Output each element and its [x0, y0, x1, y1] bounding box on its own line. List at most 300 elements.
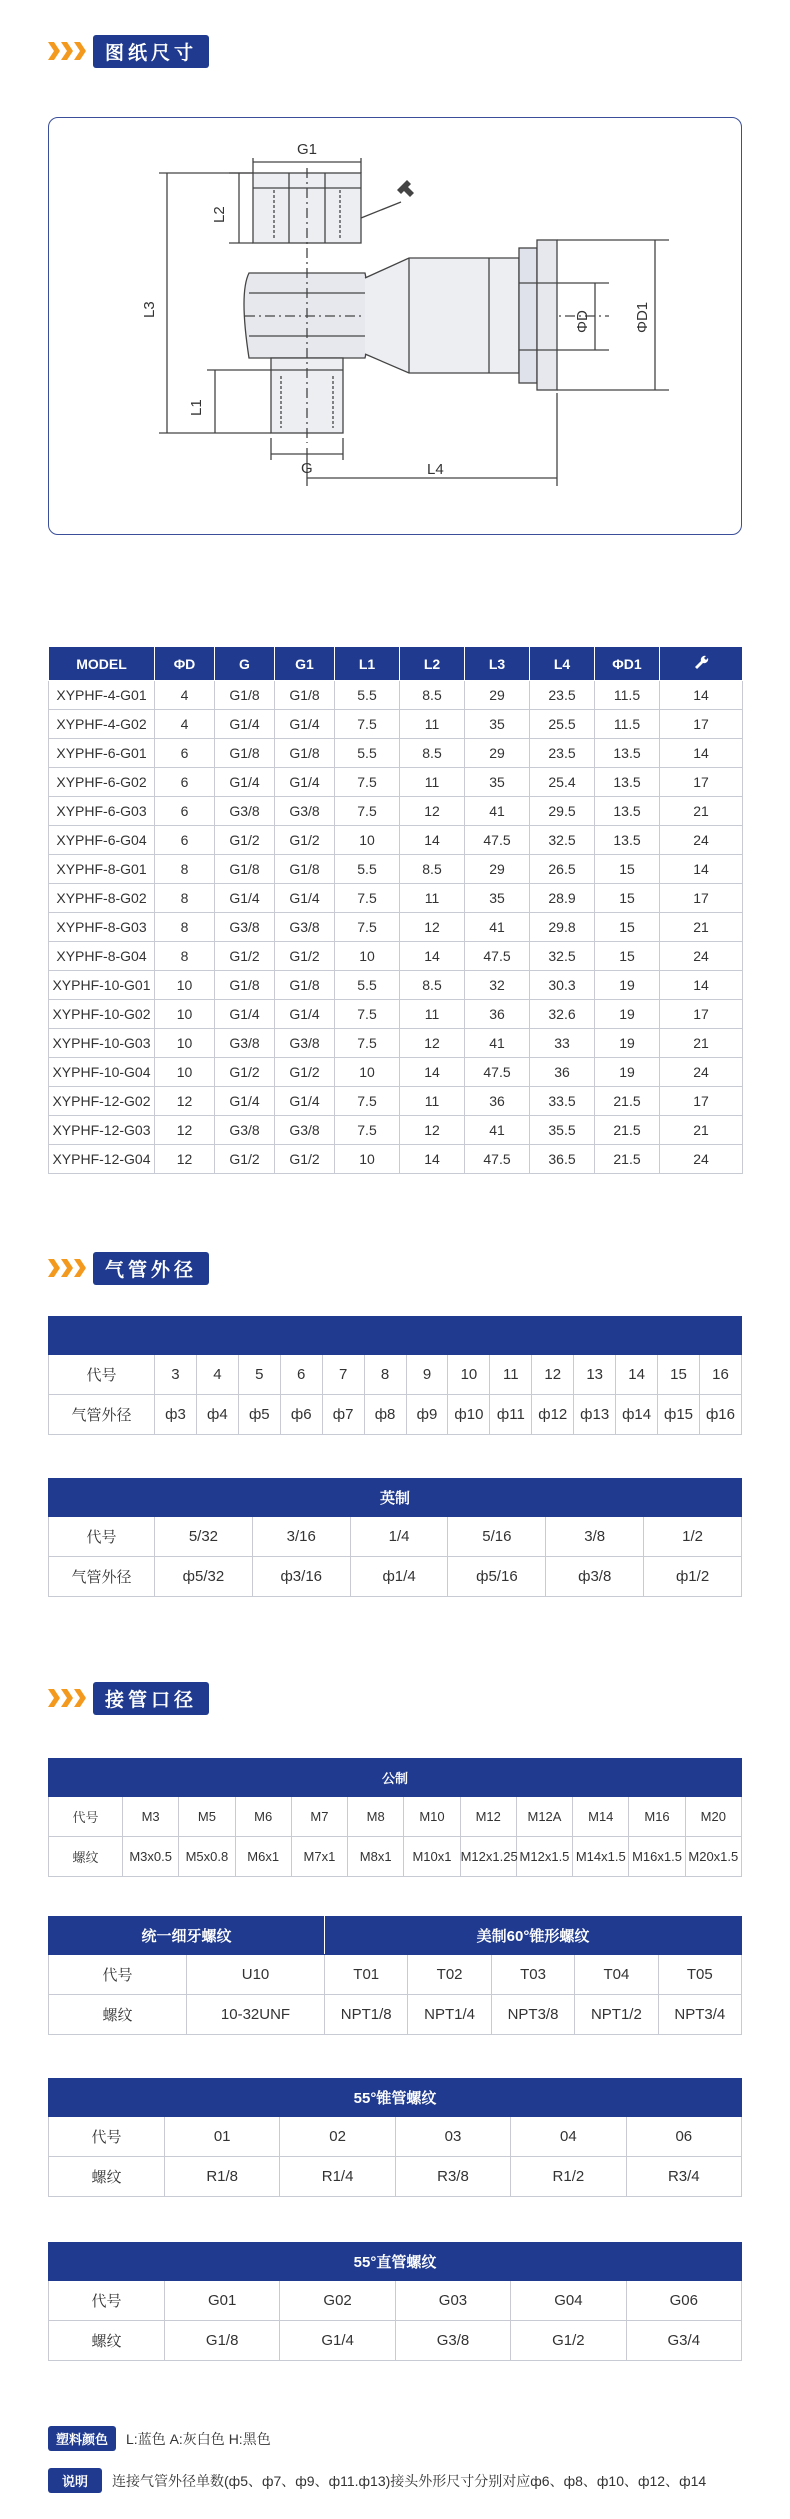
table-cell: 23.5: [530, 681, 595, 710]
label-l1: L1: [188, 399, 205, 416]
cell-model: XYPHF-12-G02: [49, 1087, 155, 1116]
table-cell: 15: [595, 942, 660, 971]
value-cell: ф11: [490, 1395, 532, 1435]
table-cell: 12: [155, 1116, 215, 1145]
table-cell: 41: [465, 913, 530, 942]
table-cell: 29: [465, 739, 530, 768]
value-cell: M20x1.5: [685, 1837, 741, 1877]
code-cell: 3/16: [252, 1517, 350, 1557]
table-cell: 35: [465, 710, 530, 739]
table-cell: 14: [660, 855, 743, 884]
table-cell: 19: [595, 1029, 660, 1058]
table-cell: 29: [465, 681, 530, 710]
table-cell: 23.5: [530, 739, 595, 768]
table-cell: 17: [660, 710, 743, 739]
value-cell: ф3/8: [546, 1557, 644, 1597]
code-cell: M12: [460, 1797, 516, 1837]
table-cell: 14: [400, 826, 465, 855]
table-cell: 47.5: [465, 942, 530, 971]
col-l2: L2: [400, 647, 465, 681]
code-row: [49, 1955, 742, 1995]
code-cell: T01: [325, 1955, 408, 1995]
value-cell: G3/8: [395, 2321, 510, 2361]
value-cell: ф8: [364, 1395, 406, 1435]
row-label: 螺纹: [49, 2321, 165, 2361]
table-cell: G1/8: [275, 681, 335, 710]
row-label: 气管外径: [49, 1395, 155, 1435]
code-cell: M20: [685, 1797, 741, 1837]
table-cell: 29: [465, 855, 530, 884]
value-cell: M8x1: [348, 1837, 404, 1877]
table-cell: 17: [660, 1087, 743, 1116]
table-cell: 5.5: [335, 681, 400, 710]
chevron-icon: [61, 1689, 73, 1707]
cell-model: XYPHF-6-G01: [49, 739, 155, 768]
row-label: 代号: [49, 1355, 155, 1395]
table-cell: 7.5: [335, 884, 400, 913]
col-l4: L4: [530, 647, 595, 681]
table-cell: 14: [400, 942, 465, 971]
table-cell: G1/8: [215, 681, 275, 710]
table-cell: 24: [660, 826, 743, 855]
table-cell: 14: [660, 739, 743, 768]
table-row: [49, 739, 743, 768]
value-cell: G1/2: [511, 2321, 626, 2361]
code-cell: 4: [196, 1355, 238, 1395]
label-l4: L4: [427, 461, 444, 478]
table-cell: 25.5: [530, 710, 595, 739]
table-cell: 15: [595, 855, 660, 884]
table-cell: 21.5: [595, 1145, 660, 1174]
table-cell: G1/8: [275, 739, 335, 768]
table-cell: G1/2: [275, 942, 335, 971]
code-cell: 6: [280, 1355, 322, 1395]
table-cell: 32.5: [530, 826, 595, 855]
chevron-icon: [74, 42, 86, 60]
table-cell: 36: [530, 1058, 595, 1087]
thread-row: [49, 1837, 742, 1877]
cell-model: XYPHF-4-G02: [49, 710, 155, 739]
table-cell: 35: [465, 768, 530, 797]
code-row: [49, 1355, 742, 1395]
table-cell: G3/8: [215, 1116, 275, 1145]
value-cell: NPT3/4: [658, 1995, 741, 2035]
table-cell: 24: [660, 1058, 743, 1087]
col-g1: G1: [275, 647, 335, 681]
code-cell: M12A: [516, 1797, 572, 1837]
value-cell: R3/4: [626, 2157, 741, 2197]
row-label: 螺纹: [49, 1837, 123, 1877]
section-title: 接管口径: [93, 1682, 209, 1715]
table-cell: 10: [155, 1000, 215, 1029]
table-cell: 35: [465, 884, 530, 913]
table-title: 英制: [49, 1479, 742, 1517]
label-g1: G1: [297, 141, 318, 158]
table-row: [49, 797, 743, 826]
table-cell: 19: [595, 1058, 660, 1087]
table-cell: 10: [155, 971, 215, 1000]
value-cell: ф3/16: [252, 1557, 350, 1597]
value-cell: ф5/16: [448, 1557, 546, 1597]
code-cell: 01: [165, 2117, 280, 2157]
code-cell: 03: [395, 2117, 510, 2157]
table-cell: 21.5: [595, 1087, 660, 1116]
table-cell: 41: [465, 1029, 530, 1058]
value-cell: 10-32UNF: [187, 1995, 325, 2035]
table-cell: 8: [155, 884, 215, 913]
code-cell: 06: [626, 2117, 741, 2157]
table-cell: 21.5: [595, 1116, 660, 1145]
code-row: [49, 1797, 742, 1837]
value-cell: ф4: [196, 1395, 238, 1435]
code-cell: 14: [616, 1355, 658, 1395]
table-row: [49, 971, 743, 1000]
od-row: [49, 1395, 742, 1435]
table-cell: 7.5: [335, 768, 400, 797]
table-row: [49, 710, 743, 739]
value-cell: ф5/32: [155, 1557, 253, 1597]
table-cell: 8: [155, 942, 215, 971]
table-cell: 19: [595, 971, 660, 1000]
table-cell: 10: [335, 1058, 400, 1087]
code-cell: U10: [187, 1955, 325, 1995]
table-cell: 13.5: [595, 739, 660, 768]
table-cell: G1/2: [215, 826, 275, 855]
code-cell: 5/32: [155, 1517, 253, 1557]
label-g: G: [301, 460, 313, 477]
table-cell: 7.5: [335, 1029, 400, 1058]
value-cell: M3x0.5: [123, 1837, 179, 1877]
value-cell: NPT1/4: [408, 1995, 491, 2035]
table-cell: 5.5: [335, 739, 400, 768]
table-cell: 13.5: [595, 826, 660, 855]
col-model: MODEL: [49, 647, 155, 681]
code-cell: T03: [491, 1955, 574, 1995]
chevron-icon: [61, 42, 73, 60]
table-cell: 21: [660, 797, 743, 826]
table-cell: 8: [155, 855, 215, 884]
table-cell: G3/8: [275, 913, 335, 942]
table-cell: 13.5: [595, 797, 660, 826]
code-cell: 5: [238, 1355, 280, 1395]
value-cell: G3/4: [626, 2321, 741, 2361]
code-cell: 10: [448, 1355, 490, 1395]
table-cell: 11.5: [595, 710, 660, 739]
fitting-drawing: [49, 118, 743, 536]
value-cell: R1/4: [280, 2157, 395, 2197]
table-cell: 28.9: [530, 884, 595, 913]
value-cell: M10x1: [404, 1837, 460, 1877]
code-cell: M14: [573, 1797, 629, 1837]
table-cell: 32.6: [530, 1000, 595, 1029]
table-cell: 32.5: [530, 942, 595, 971]
table-cell: 11: [400, 768, 465, 797]
table-cell: 47.5: [465, 1145, 530, 1174]
table-cell: 41: [465, 797, 530, 826]
cell-model: XYPHF-4-G01: [49, 681, 155, 710]
code-cell: 9: [406, 1355, 448, 1395]
table-cell: 21: [660, 913, 743, 942]
table-cell: 10: [335, 826, 400, 855]
table-cell: G1/8: [215, 739, 275, 768]
table-cell: 17: [660, 1000, 743, 1029]
code-cell: 5/16: [448, 1517, 546, 1557]
table-cell: G1/2: [215, 1058, 275, 1087]
table-cell: G1/4: [215, 768, 275, 797]
code-cell: G04: [511, 2281, 626, 2321]
table-row: [49, 1000, 743, 1029]
table-cell: 6: [155, 826, 215, 855]
cell-model: XYPHF-12-G03: [49, 1116, 155, 1145]
table-cell: 10: [335, 1145, 400, 1174]
table-cell: G3/8: [275, 1029, 335, 1058]
table-cell: G1/8: [275, 855, 335, 884]
code-cell: 1/2: [644, 1517, 742, 1557]
code-cell: 13: [574, 1355, 616, 1395]
row-label: 螺纹: [49, 2157, 165, 2197]
code-cell: 11: [490, 1355, 532, 1395]
col-g: G: [215, 647, 275, 681]
value-cell: ф3: [155, 1395, 197, 1435]
cell-model: XYPHF-6-G04: [49, 826, 155, 855]
row-label: 代号: [49, 1797, 123, 1837]
table-cell: 8.5: [400, 855, 465, 884]
code-cell: 3/8: [546, 1517, 644, 1557]
section-header-drawing: [48, 36, 209, 66]
table-cell: G1/4: [275, 884, 335, 913]
row-label: 代号: [49, 2117, 165, 2157]
cell-model: XYPHF-6-G03: [49, 797, 155, 826]
code-cell: M16: [629, 1797, 685, 1837]
table-cell: G1/4: [275, 768, 335, 797]
code-cell: 12: [532, 1355, 574, 1395]
value-cell: G1/8: [165, 2321, 280, 2361]
cell-model: XYPHF-10-G03: [49, 1029, 155, 1058]
chevron-icon: [61, 1259, 73, 1277]
value-cell: R1/8: [165, 2157, 280, 2197]
table-title: 公制: [49, 1759, 742, 1797]
table-cell: 6: [155, 739, 215, 768]
code-cell: T02: [408, 1955, 491, 1995]
label-l3: L3: [141, 301, 158, 318]
table-header-row: [49, 647, 743, 681]
col-phid: ΦD: [155, 647, 215, 681]
table-row: [49, 855, 743, 884]
table-cell: G1/4: [275, 1087, 335, 1116]
value-cell: ф16: [699, 1395, 741, 1435]
table-title: 55°直管螺纹: [49, 2243, 742, 2281]
table-cell: G3/8: [275, 1116, 335, 1145]
table-cell: G3/8: [215, 1029, 275, 1058]
table-cell: 11: [400, 1087, 465, 1116]
value-cell: ф6: [280, 1395, 322, 1435]
label-l2: L2: [211, 206, 228, 223]
value-cell: M5x0.8: [179, 1837, 235, 1877]
table-row: [49, 826, 743, 855]
table-cell: 36.5: [530, 1145, 595, 1174]
table-row: [49, 681, 743, 710]
table-cell: 8.5: [400, 739, 465, 768]
plastic-color-note: [48, 2426, 271, 2451]
code-cell: 04: [511, 2117, 626, 2157]
table-cell: 35.5: [530, 1116, 595, 1145]
table-cell: G1/4: [215, 710, 275, 739]
table-cell: 19: [595, 1000, 660, 1029]
table-cell: 14: [660, 971, 743, 1000]
table-cell: 8: [155, 913, 215, 942]
code-cell: 1/4: [350, 1517, 448, 1557]
code-cell: G03: [395, 2281, 510, 2321]
value-cell: ф1/2: [644, 1557, 742, 1597]
table-row: [49, 1145, 743, 1174]
value-cell: ф7: [322, 1395, 364, 1435]
table-row: [49, 1087, 743, 1116]
section-title: 气管外径: [93, 1252, 209, 1285]
table-cell: 12: [400, 1116, 465, 1145]
cell-model: XYPHF-12-G04: [49, 1145, 155, 1174]
color-tag: 塑料颜色: [48, 2426, 116, 2451]
table-cell: 11: [400, 710, 465, 739]
value-cell: NPT1/8: [325, 1995, 408, 2035]
table-cell: 41: [465, 1116, 530, 1145]
code-cell: G06: [626, 2281, 741, 2321]
code-row: [49, 1517, 742, 1557]
col-phid1: ΦD1: [595, 647, 660, 681]
table-cell: 21: [660, 1116, 743, 1145]
table-cell: 17: [660, 884, 743, 913]
table-cell: 33: [530, 1029, 595, 1058]
table-cell: 6: [155, 768, 215, 797]
table-cell: G1/2: [275, 1145, 335, 1174]
value-cell: ф12: [532, 1395, 574, 1435]
cell-model: XYPHF-6-G02: [49, 768, 155, 797]
dimension-drawing: [48, 117, 742, 535]
cell-model: XYPHF-8-G04: [49, 942, 155, 971]
code-cell: 16: [699, 1355, 741, 1395]
table-cell: 11: [400, 884, 465, 913]
unf-npt-table: [48, 1916, 742, 2035]
table-cell: 12: [400, 913, 465, 942]
table-cell: 6: [155, 797, 215, 826]
table-cell: 12: [400, 1029, 465, 1058]
table-cell: 15: [595, 884, 660, 913]
table-cell: 13.5: [595, 768, 660, 797]
table-cell: 4: [155, 681, 215, 710]
chevron-icon: [48, 1689, 60, 1707]
taper-55-table: [48, 2078, 742, 2197]
cell-model: XYPHF-10-G04: [49, 1058, 155, 1087]
table-cell: 7.5: [335, 1000, 400, 1029]
table-cell: 7.5: [335, 797, 400, 826]
table-cell: 47.5: [465, 826, 530, 855]
od-row: [49, 1557, 742, 1597]
value-cell: M16x1.5: [629, 1837, 685, 1877]
table-row: [49, 1116, 743, 1145]
table-cell: 25.4: [530, 768, 595, 797]
table-cell: 5.5: [335, 855, 400, 884]
code-cell: 3: [155, 1355, 197, 1395]
code-cell: T05: [658, 1955, 741, 1995]
table-cell: G1/2: [275, 826, 335, 855]
table-band: [49, 1317, 742, 1355]
table-cell: G1/8: [275, 971, 335, 1000]
table-cell: G1/4: [215, 884, 275, 913]
value-cell: R3/8: [395, 2157, 510, 2197]
chevron-icon: [48, 42, 60, 60]
note-tag: 说明: [48, 2468, 102, 2493]
table-cell: 11: [400, 1000, 465, 1029]
table-cell: 12: [400, 797, 465, 826]
label-phid1: ΦD1: [634, 301, 651, 333]
table-cell: 12: [155, 1145, 215, 1174]
table-cell: 10: [155, 1029, 215, 1058]
table-cell: G1/8: [215, 855, 275, 884]
thread-row: [49, 2321, 742, 2361]
table-cell: G3/8: [215, 797, 275, 826]
table-cell: 7.5: [335, 710, 400, 739]
table-cell: 29.5: [530, 797, 595, 826]
table-cell: G3/8: [215, 913, 275, 942]
table-title: 55°锥管螺纹: [49, 2079, 742, 2117]
metric-tube-table: [48, 1316, 742, 1435]
code-cell: T04: [575, 1955, 658, 1995]
table-cell: G1/2: [215, 942, 275, 971]
table-cell: 8.5: [400, 681, 465, 710]
row-label: 代号: [49, 1517, 155, 1557]
table-cell: 29.8: [530, 913, 595, 942]
row-label: 代号: [49, 1955, 187, 1995]
code-cell: M3: [123, 1797, 179, 1837]
table-cell: G1/2: [215, 1145, 275, 1174]
code-row: [49, 2281, 742, 2321]
code-row: [49, 2117, 742, 2157]
code-cell: G01: [165, 2281, 280, 2321]
section-header-port: [48, 1683, 209, 1713]
chevron-icon: [48, 1259, 60, 1277]
table-row: [49, 1029, 743, 1058]
table-cell: 7.5: [335, 1087, 400, 1116]
value-cell: NPT3/8: [491, 1995, 574, 2035]
table-cell: 30.3: [530, 971, 595, 1000]
table-cell: 21: [660, 1029, 743, 1058]
thread-row: [49, 1995, 742, 2035]
row-label: 螺纹: [49, 1995, 187, 2035]
value-cell: ф14: [616, 1395, 658, 1435]
code-cell: M7: [291, 1797, 347, 1837]
table-cell: 24: [660, 1145, 743, 1174]
table-row: [49, 884, 743, 913]
value-cell: ф5: [238, 1395, 280, 1435]
value-cell: M12x1.25: [460, 1837, 516, 1877]
cell-model: XYPHF-8-G02: [49, 884, 155, 913]
value-cell: M7x1: [291, 1837, 347, 1877]
value-cell: ф1/4: [350, 1557, 448, 1597]
metric-thread-table: [48, 1758, 742, 1877]
cell-model: XYPHF-10-G02: [49, 1000, 155, 1029]
value-cell: G1/4: [280, 2321, 395, 2361]
table-cell: 47.5: [465, 1058, 530, 1087]
table-row: [49, 768, 743, 797]
section-title: 图纸尺寸: [93, 35, 209, 68]
description-note: [48, 2468, 706, 2493]
model-spec-table: [48, 646, 743, 1174]
col-wrench: [660, 647, 743, 681]
table-cell: G1/8: [215, 971, 275, 1000]
color-text: L:蓝色 A:灰白色 H:黑色: [126, 2430, 271, 2447]
table-cell: 5.5: [335, 971, 400, 1000]
value-cell: NPT1/2: [575, 1995, 658, 2035]
table-cell: 33.5: [530, 1087, 595, 1116]
